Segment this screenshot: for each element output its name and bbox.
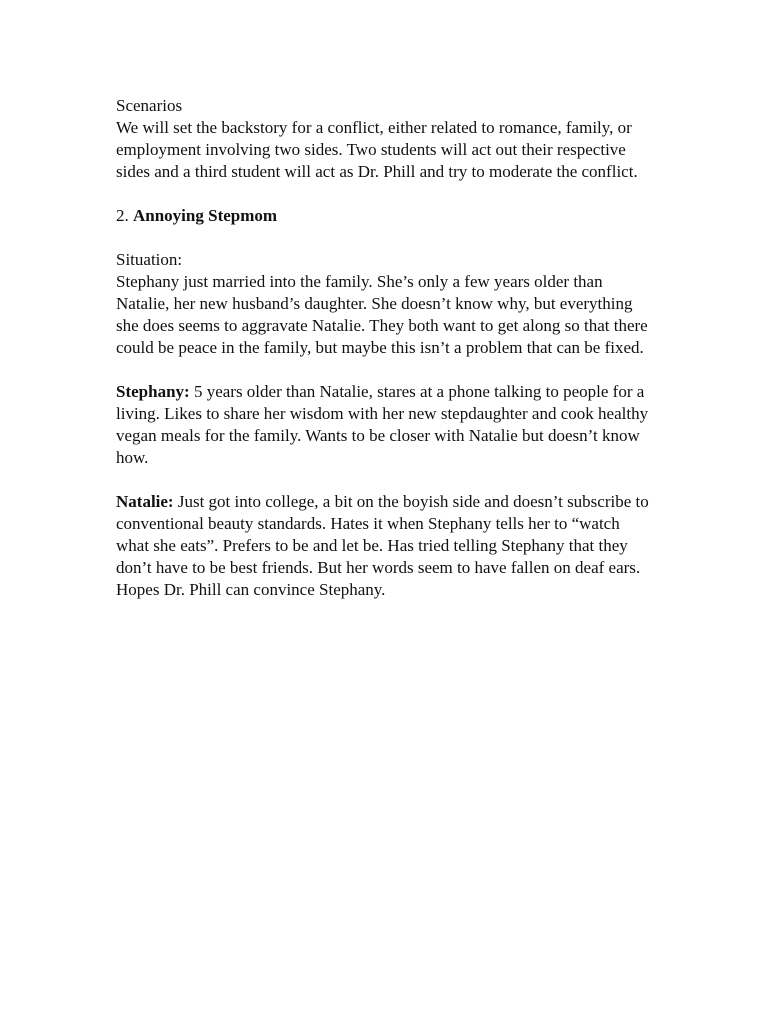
spacer — [116, 359, 656, 381]
character-name: Stephany: — [116, 382, 190, 401]
character-description: 5 years older than Natalie, stares at a phone talking to people for a living. Likes to share her wisdom with her new stepdaughter and cook healthy vegan meals for the family. Wants to be closer with Natalie but doesn’t know how. — [116, 382, 649, 467]
document-heading: Scenarios — [116, 96, 183, 115]
scenario-number: 2. — [116, 206, 129, 225]
situation-paragraph: Stephany just married into the family. She’s only a few years older than Natalie, her new husband’s daughter. She doesn’t know why, but everything she does seems to aggravate Natalie. They both want to get along so that there could be peace in the family, but maybe this isn’t a problem that can be fixed. — [116, 272, 648, 357]
intro-paragraph: We will set the backstory for a conflict, either related to romance, family, or employment involving two sides. Two students will act out their respective sides and a third student will act as Dr. Phill and try to moderate the conflict. — [116, 118, 638, 181]
situation-label: Situation: — [116, 250, 183, 269]
spacer — [116, 183, 656, 205]
character-name: Natalie: — [116, 492, 174, 511]
document-page — [116, 95, 656, 601]
scenario-title: Annoying Stepmom — [133, 206, 278, 225]
spacer — [116, 469, 656, 491]
character-stephany — [116, 381, 656, 469]
scenario-heading — [116, 205, 656, 227]
character-natalie — [116, 491, 656, 601]
character-description: Just got into college, a bit on the boyish side and doesn’t subscribe to conventional beauty standards. Hates it when Stephany tells her to “watch what she eats”. Prefers to be and let be. Has tried telling Stephany that they don’t have to be best friends. But her words seem to have fallen on deaf ears. Hopes Dr. Phill can convince Stephany. — [116, 492, 649, 599]
spacer — [116, 227, 656, 249]
